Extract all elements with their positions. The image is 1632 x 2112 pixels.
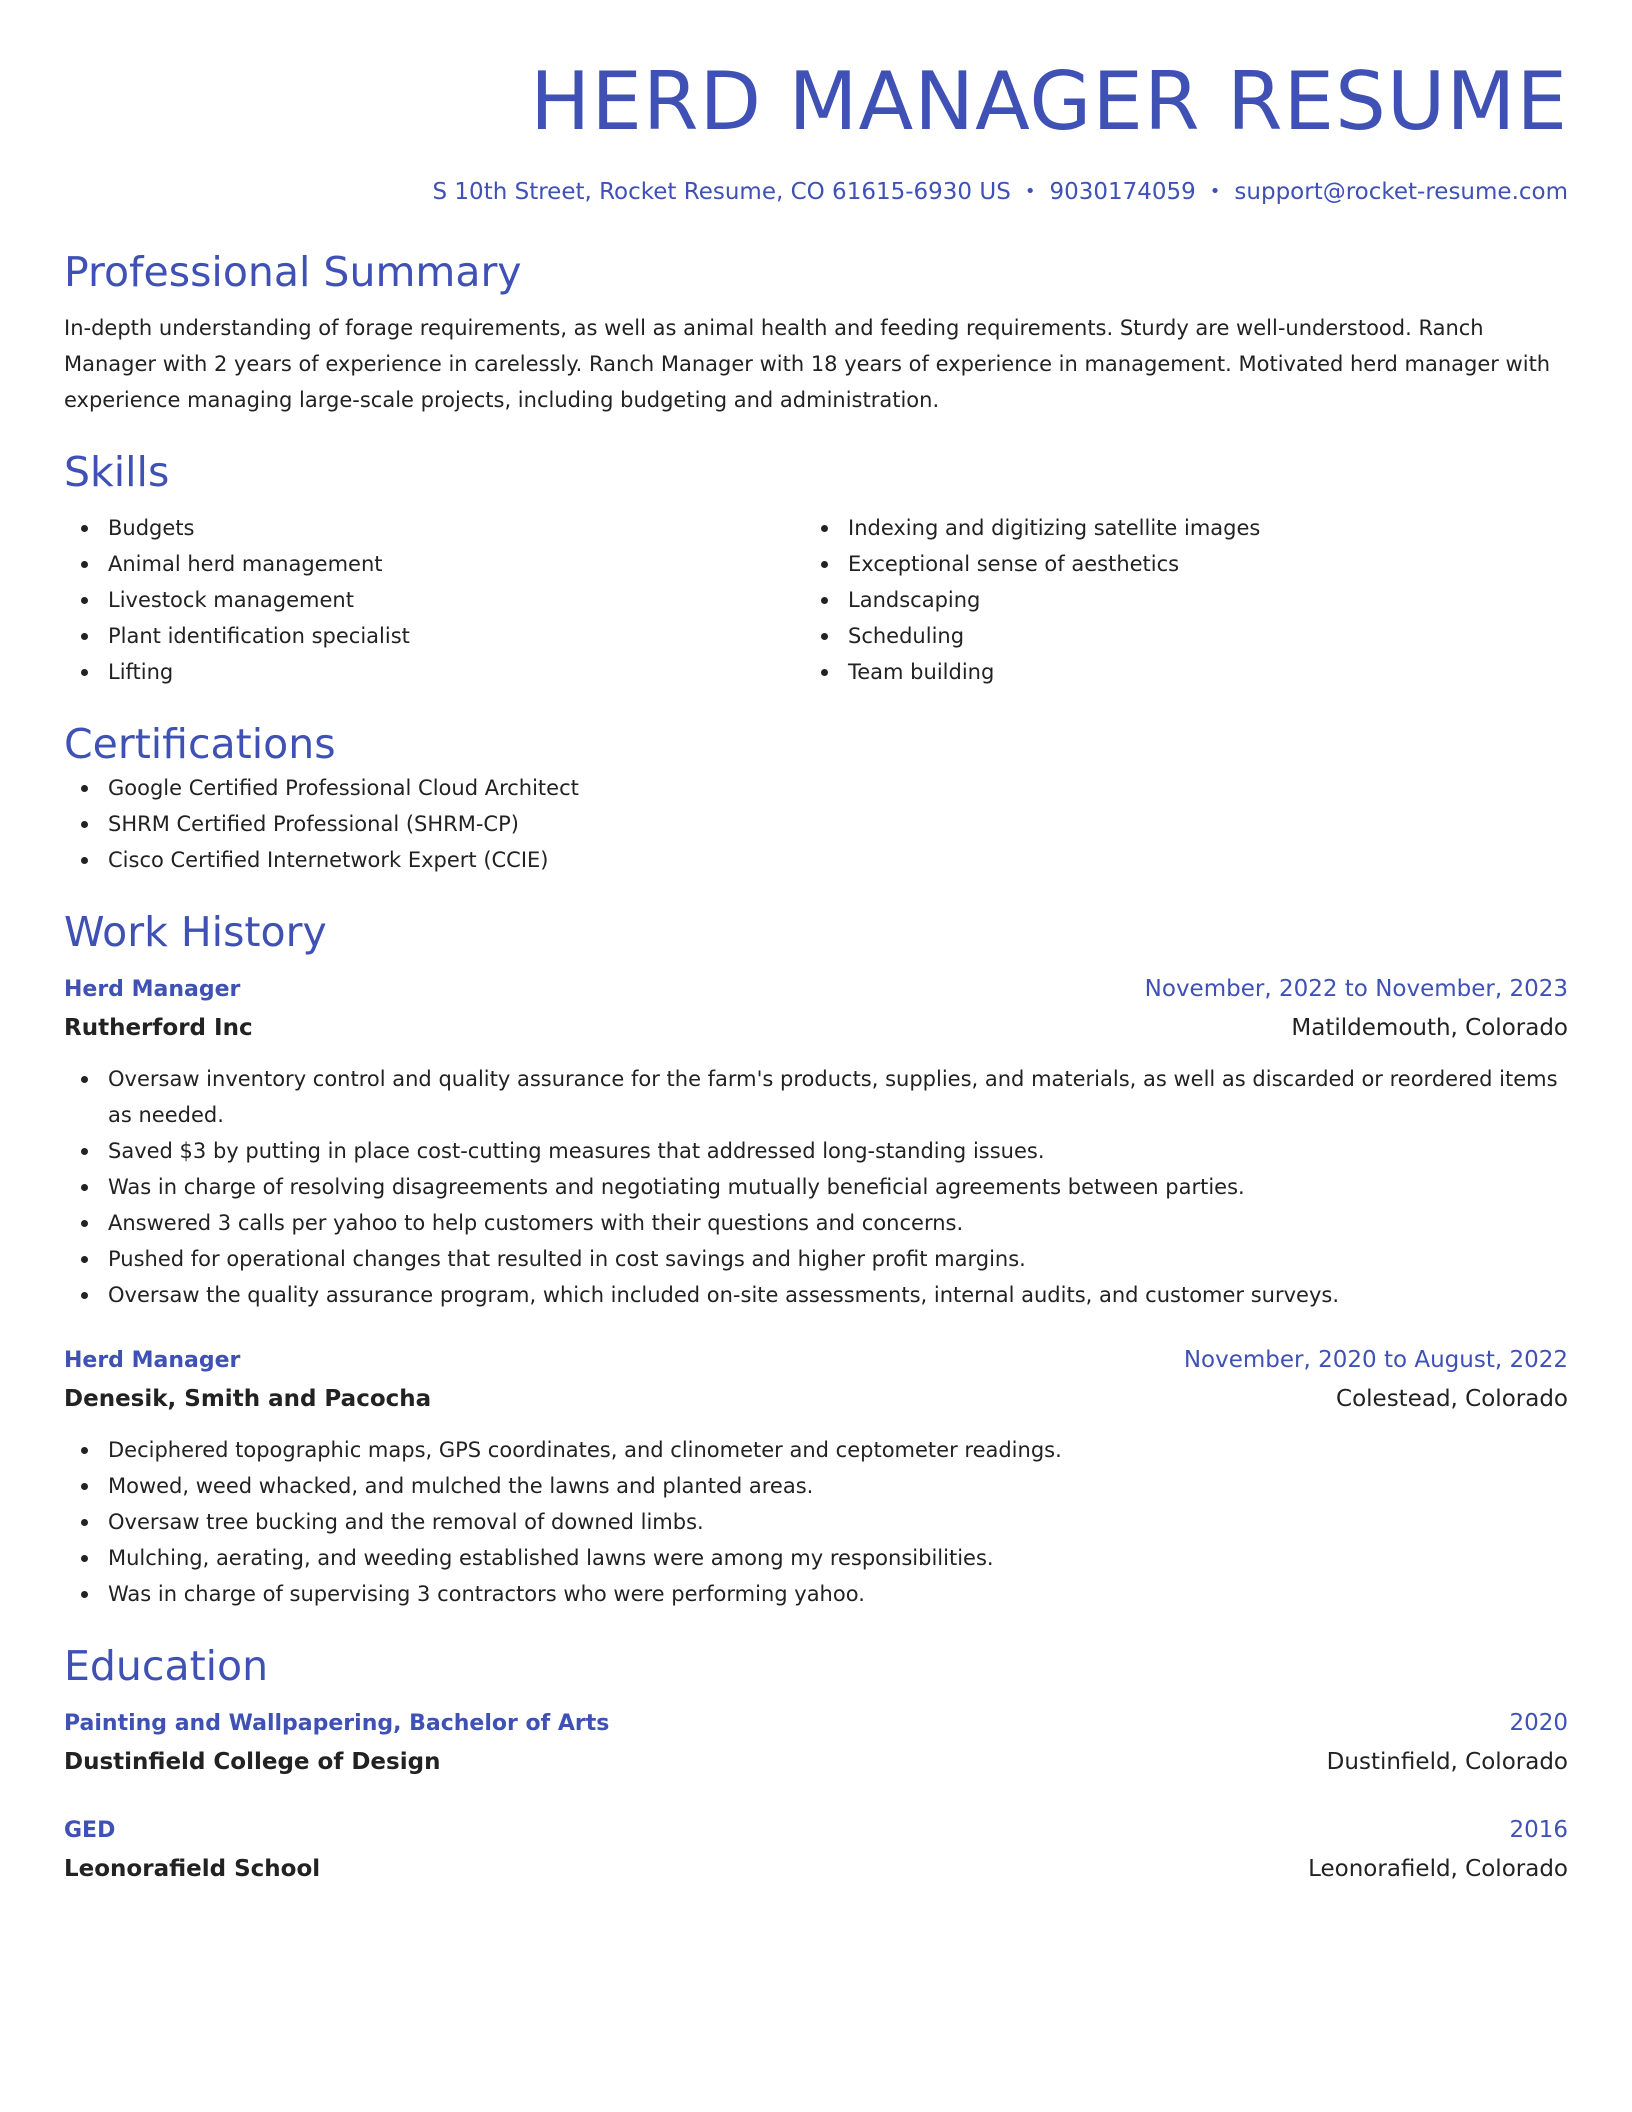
contact-email[interactable]: support@rocket-resume.com [1234,179,1568,205]
job-role: Herd Manager [64,1348,241,1373]
skill-item: Lifting [64,654,804,690]
work-history-heading: Work History [64,908,327,956]
education-year: 2020 [1509,1710,1568,1736]
contact-line [64,176,1568,208]
certifications-heading: Certifications [64,720,336,768]
job-dates: November, 2022 to November, 2023 [1144,976,1568,1002]
job-duty: Oversaw tree bucking and the removal of downed limbs. [64,1504,1568,1540]
skill-item: Exceptional sense of aesthetics [804,546,1544,582]
job-company: Rutherford Inc [64,1015,253,1041]
contact-phone: 9030174059 [1049,179,1196,205]
certification-item: SHRM Certified Professional (SHRM-CP) [64,806,1568,842]
contact-separator: • [1024,181,1036,202]
skill-item: Plant identification specialist [64,618,804,654]
skills-grid [64,510,1568,690]
job-duties-list [64,1061,1568,1313]
job-duty: Saved $3 by putting in place cost-cutting measures that addressed long-standing issues. [64,1133,1568,1169]
skill-item: Landscaping [804,582,1544,618]
skills-column-left [64,510,804,690]
job-dates: November, 2020 to August, 2022 [1183,1347,1568,1373]
job-entry [64,970,1568,1313]
skill-item: Animal herd management [64,546,804,582]
certification-item: Cisco Certified Internetwork Expert (CCIE) [64,842,1568,878]
job-company: Denesik, Smith and Pacocha [64,1386,432,1412]
contact-separator: • [1209,181,1221,202]
education-year: 2016 [1509,1817,1568,1843]
job-duty: Oversaw the quality assurance program, which included on-site assessments, internal audits, and customer surveys. [64,1277,1568,1313]
education-school: Leonorafield School [64,1856,321,1882]
job-location: Colestead, Colorado [1336,1386,1568,1412]
skill-item: Team building [804,654,1544,690]
job-entry [64,1341,1568,1612]
job-duty: Was in charge of resolving disagreements and negotiating mutually beneficial agreements between parties. [64,1169,1568,1205]
education-degree: GED [64,1818,116,1843]
summary-heading: Professional Summary [64,248,522,296]
skills-column-right [804,510,1544,690]
skills-heading: Skills [64,448,170,496]
job-role: Herd Manager [64,977,241,1002]
education-entry [64,1811,1568,1888]
summary-text: In-depth understanding of forage requirements, as well as animal health and feeding requirements. Sturdy are well-understood. Ranch Manager with 2 years of experience in carelessly. Ranch Manager with 18 years of experience in management. Motivated herd manager with experience managing large-scale projects, including budgeting and administration. [64,316,1551,412]
skill-item: Livestock management [64,582,804,618]
job-duty: Deciphered topographic maps, GPS coordinates, and clinometer and ceptometer readings. [64,1432,1568,1468]
certification-item: Google Certified Professional Cloud Architect [64,770,1568,806]
education-school: Dustinfield College of Design [64,1749,441,1775]
skill-item: Scheduling [804,618,1544,654]
education-entry [64,1704,1568,1781]
contact-address: S 10th Street, Rocket Resume, CO 61615-6930 US [432,179,1011,205]
job-duty: Pushed for operational changes that resulted in cost savings and higher profit margins. [64,1241,1568,1277]
resume-title: HERD MANAGER RESUME [530,55,1568,148]
education-heading: Education [64,1642,269,1690]
job-duty: Mulching, aerating, and weeding established lawns were among my responsibilities. [64,1540,1568,1576]
skill-item: Indexing and digitizing satellite images [804,510,1544,546]
education-degree: Painting and Wallpapering, Bachelor of Arts [64,1711,610,1736]
job-duties-list [64,1432,1568,1612]
job-duty: Mowed, weed whacked, and mulched the lawns and planted areas. [64,1468,1568,1504]
job-duty: Oversaw inventory control and quality assurance for the farm's products, supplies, and materials, as well as discarded or reordered items as needed. [64,1061,1568,1133]
certifications-list [64,770,1568,878]
skill-item: Budgets [64,510,804,546]
job-location: Matildemouth, Colorado [1291,1015,1568,1041]
job-duty: Was in charge of supervising 3 contractors who were performing yahoo. [64,1576,1568,1612]
education-location: Leonorafield, Colorado [1308,1856,1568,1882]
job-duty: Answered 3 calls per yahoo to help customers with their questions and concerns. [64,1205,1568,1241]
education-location: Dustinfield, Colorado [1326,1749,1568,1775]
